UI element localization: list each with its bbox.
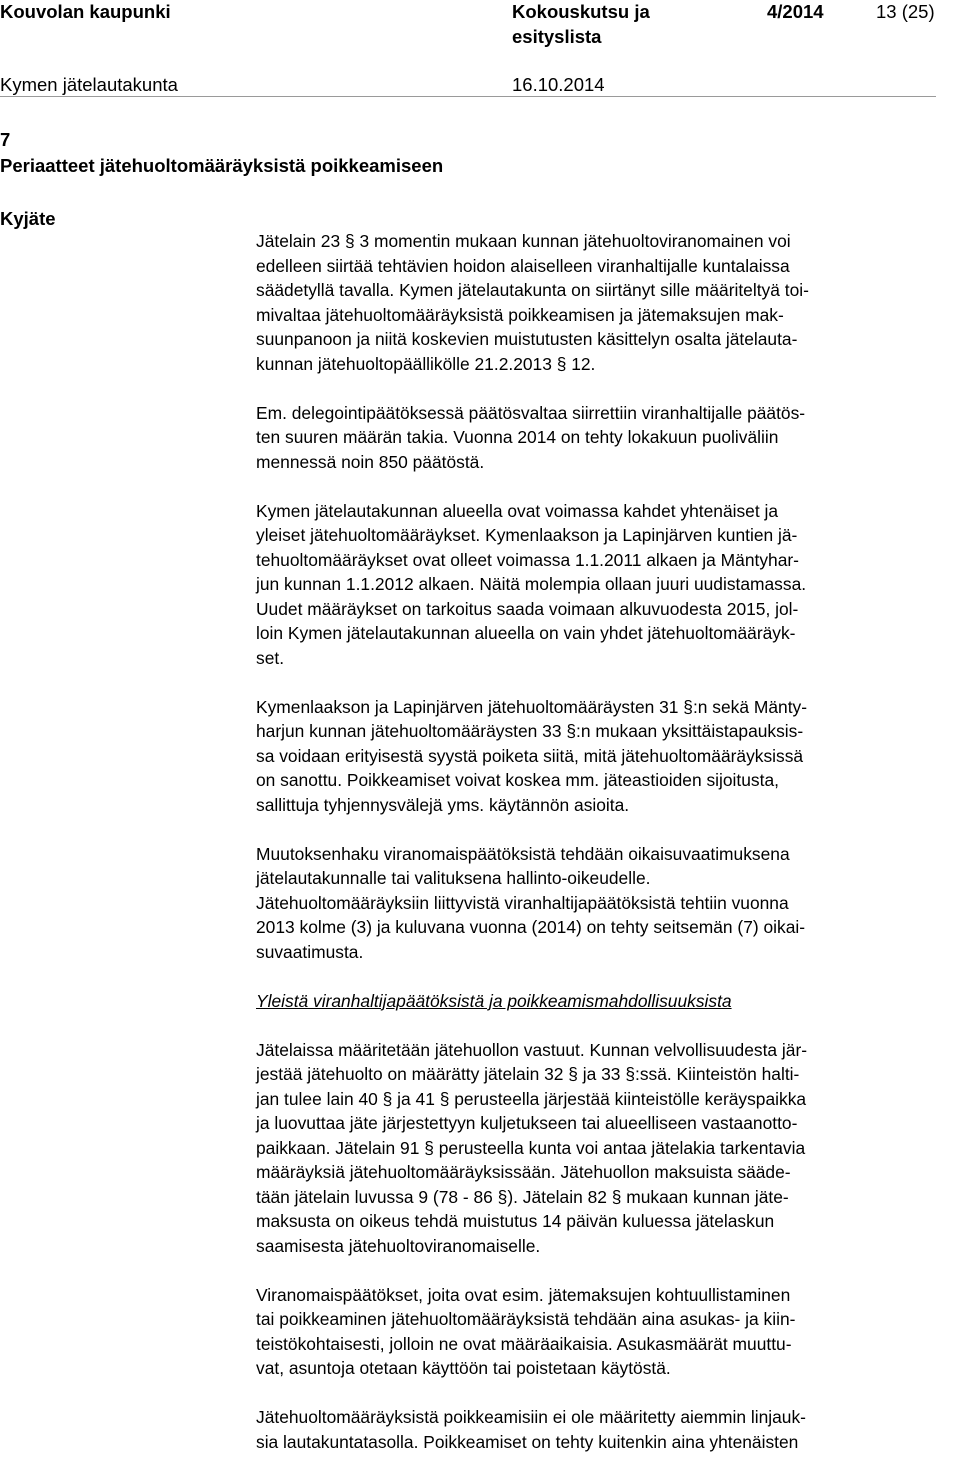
text-line: sia lautakuntatasolla. Poikkeamiset on tehty kuitenkin aina yhtenäisten [256,1431,799,1452]
text-line: ja luovuttaa jäte järjestettyyn kuljetukseen tai alueelliseen vastaanotto- [256,1113,798,1133]
text-line: vat, asuntoja otetaan käyttöön tai poistetaan käytöstä. [256,1358,671,1378]
paragraph-gap [256,964,936,989]
paragraph-gap [256,670,936,695]
text-line: Jätehuoltomääräyksiin liittyvistä viranhaltijapäätöksistä tehtiin vuonna [256,892,789,913]
text-line: määräyksiä jätehuoltomääräyksissään. Jätehuollon maksuista sääde- [256,1162,791,1182]
header-organization: Kouvolan kaupunki [0,1,171,22]
text-line: loin Kymen jätelautakunnan alueella on vain yhdet jätehuoltomääräyk- [256,623,796,643]
paragraph [256,499,936,671]
text-line: tai poikkeaminen jätehuoltomääräyksistä tehdään aina asukas- ja kiin- [256,1309,796,1329]
paragraph [256,842,936,965]
paragraph [256,1038,936,1259]
text-line: tehuoltomääräykset ovat olleet voimassa 1.1.2011 alkaen ja Mäntyhar- [256,549,799,570]
header-meeting-number: 4/2014 [767,1,824,22]
text-line: suunpanoon ja niitä koskevien muistutusten käsittelyn osalta jätelauta- [256,329,798,349]
text-line: Em. delegointipäätöksessä päätösvaltaa siirrettiin viranhaltijalle päätös- [256,402,806,423]
text-line: sallittuja tyhjennysvälejä yms. käytännön asioita. [256,794,630,815]
paragraph-gap [256,817,936,842]
text-line: Kymen jätelautakunnan alueella ovat voimassa kahdet yhtenäiset ja [256,500,779,521]
text-line: edelleen siirtää tehtävien hoidon alaiselleen viranhaltijalle kuntalaissa [256,255,790,276]
header-date: 16.10.2014 [512,74,605,95]
text-line: teistökohtaisesti, jolloin ne ovat määräaikaisia. Asukasmäärät muuttu- [256,1333,792,1354]
text-line: mennessä noin 850 päätöstä. [256,451,485,472]
text-line: jestää jätehuolto on määrätty jätelain 32 § ja 33 §:ssä. Kiinteistön halti- [256,1064,800,1084]
paragraph-gap [256,474,936,499]
text-line: paikkaan. Jätelain 91 § perusteella kunta voi antaa jätelakia tarkentavia [256,1137,806,1158]
header-doc-type-line1: Kokouskutsu ja [512,1,650,22]
text-line: ten suuren määrän takia. Vuonna 2014 on tehty lokakuun puoliväliin [256,427,779,447]
text-line: sa voidaan erityisestä syystä poiketa siitä, mitä jätehuoltomääräyksissä [256,745,804,766]
text-line: saamisesta jätehuoltoviranomaiselle. [256,1235,541,1256]
text-line: 2013 kolme (3) ja kuluvana vuonna (2014) on tehty seitsemän (7) oikai- [256,917,806,937]
section-label: Kyjäte [0,208,56,229]
header-page-number: 13 (25) [876,1,935,22]
header-doc-type-line2: esityslista [512,26,602,47]
paragraph-gap [256,1258,936,1283]
text-line: maksusta on oikeus tehdä muistutus 14 päivän kuluessa jätelaskun [256,1211,775,1231]
header-divider [0,96,936,97]
text-line: Uudet määräykset on tarkoitus saada voimaan alkuvuodesta 2015, jol- [256,598,799,619]
text-line: yleiset jätehuoltomääräykset. Kymenlaakson ja Lapinjärven kuntien jä- [256,525,798,545]
paragraph-gap [256,376,936,401]
text-line: Yleistä viranhaltijapäätöksistä ja poikkeamismahdollisuuksista [256,990,732,1011]
text-line: on sanottu. Poikkeamiset voivat koskea mm. jäteastioiden sijoitusta, [256,770,779,790]
paragraph [256,229,936,376]
text-line: set. [256,647,285,668]
subheading [256,989,936,1014]
text-line: mivaltaa jätehuoltomääräyksistä poikkeamisen ja jätemaksujen mak- [256,304,784,325]
text-line: suvaatimusta. [256,941,364,962]
text-line: harjun kunnan jätehuoltomääräysten 33 §:n mukaan yksittäistapauksis- [256,721,804,741]
paragraph [256,1283,936,1381]
text-line: jun kunnan 1.1.2012 alkaen. Näitä molempia ollaan juuri uudistamassa. [256,574,807,594]
text-line: kunnan jätehuoltopäällikölle 21.2.2013 § 12. [256,353,596,374]
paragraph [256,695,936,818]
paragraph [256,401,936,475]
header-committee: Kymen jätelautakunta [0,74,178,95]
text-line: jan tulee lain 40 § ja 41 § perusteella järjestää kiinteistölle keräyspaikka [256,1088,807,1109]
text-line: Jätelain 23 § 3 momentin mukaan kunnan jätehuoltoviranomainen voi [256,231,791,251]
text-line: Viranomaispäätökset, joita ovat esim. jätemaksujen kohtuullistaminen [256,1284,791,1305]
document-body [256,229,936,1454]
text-line: Muutoksenhaku viranomaispäätöksistä tehdään oikaisuvaatimuksena [256,843,790,864]
paragraph-gap [256,1381,936,1406]
text-line: Jätehuoltomääräyksistä poikkeamisiin ei ole määritetty aiemmin linjauk- [256,1407,806,1427]
text-line: tään jätelain luvussa 9 (78 - 86 §). Jätelain 82 § mukaan kunnan jäte- [256,1186,789,1207]
paragraph-gap [256,1013,936,1038]
text-line: jätelautakunnalle tai valituksena hallinto-oikeudelle. [256,868,651,888]
text-line: Kymenlaakson ja Lapinjärven jätehuoltomääräysten 31 §:n sekä Mänty- [256,696,808,717]
item-number: 7 [0,129,11,150]
paragraph [256,1405,936,1454]
text-line: Jätelaissa määritetään jätehuollon vastuut. Kunnan velvollisuudesta jär- [256,1039,808,1060]
item-title: Periaatteet jätehuoltomääräyksistä poikkeamiseen [0,155,444,176]
text-line: säädetyllä tavalla. Kymen jätelautakunta on siirtänyt sille määriteltyä toi- [256,280,809,300]
